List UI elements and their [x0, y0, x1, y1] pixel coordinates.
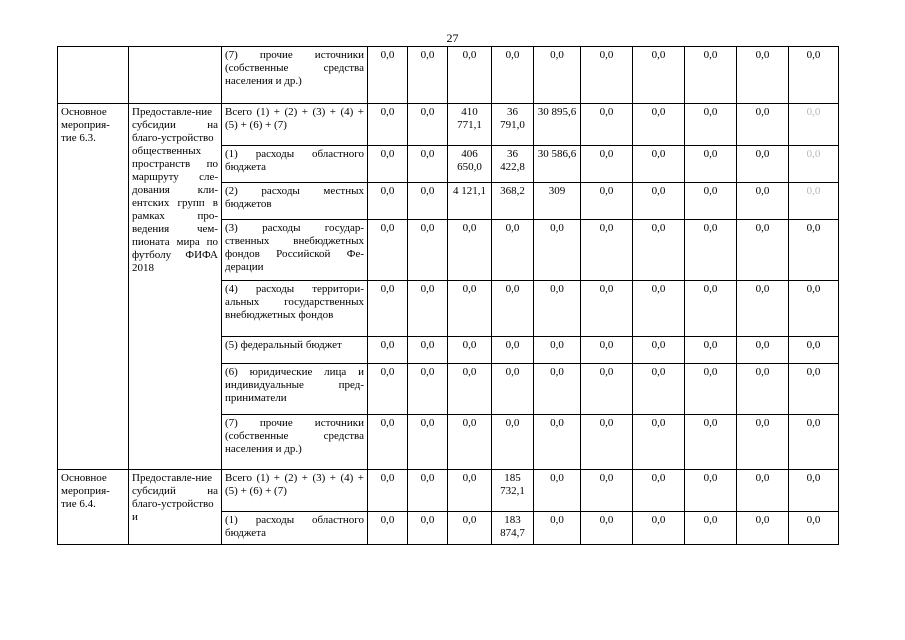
funding-source-cell: (2) расходы местных бюджетов — [222, 183, 368, 220]
value-cell: 0,0 — [737, 220, 789, 281]
value-cell: 0,0 — [492, 364, 534, 415]
value-cell: 0,0 — [368, 470, 408, 512]
value-cell: 0,0 — [737, 364, 789, 415]
value-cell: 0,0 — [408, 47, 448, 104]
value-cell: 0,0 — [633, 104, 685, 146]
value-cell: 0,0 — [685, 415, 737, 470]
value-cell: 30 895,6 — [534, 104, 581, 146]
value-cell: 0,0 — [633, 183, 685, 220]
value-cell: 0,0 — [368, 47, 408, 104]
value-cell: 0,0 — [789, 220, 839, 281]
value-cell: 0,0 — [633, 512, 685, 545]
value-cell: 36 791,0 — [492, 104, 534, 146]
value-cell: 0,0 — [685, 183, 737, 220]
value-cell: 0,0 — [408, 146, 448, 183]
value-cell: 0,0 — [581, 337, 633, 364]
value-cell: 410 771,1 — [448, 104, 492, 146]
value-cell: 0,0 — [368, 337, 408, 364]
value-cell: 0,0 — [408, 415, 448, 470]
funding-source-cell: (5) федеральный бюджет — [222, 337, 368, 364]
value-cell: 183 874,7 — [492, 512, 534, 545]
value-cell: 0,0 — [581, 183, 633, 220]
value-cell: 0,0 — [448, 47, 492, 104]
value-cell: 0,0 — [789, 47, 839, 104]
activity-name-cell — [129, 47, 222, 104]
value-cell: 0,0 — [685, 337, 737, 364]
value-cell: 0,0 — [789, 364, 839, 415]
value-cell: 0,0 — [408, 512, 448, 545]
value-cell: 0,0 — [492, 220, 534, 281]
value-cell: 0,0 — [368, 104, 408, 146]
value-cell: 0,0 — [581, 104, 633, 146]
funding-source-cell: (1) расходы областного бюджета — [222, 146, 368, 183]
value-cell: 0,0 — [581, 470, 633, 512]
value-cell: 0,0 — [633, 220, 685, 281]
value-cell: 0,0 — [737, 183, 789, 220]
value-cell: 0,0 — [408, 104, 448, 146]
value-cell: 0,0 — [581, 281, 633, 337]
table-row — [58, 47, 839, 104]
value-cell: 0,0 — [534, 364, 581, 415]
funding-source-cell: Всего (1) + (2) + (3) + (4) + (5) + (6) + (7) — [222, 470, 368, 512]
value-cell: 0,0 — [685, 281, 737, 337]
activity-name-cell: Предоставле-ние субсидии на благо-устройство общественных пространств по маршруту сле-дования кли-ентских групп в рамках про-ведения чем-пионата мира по футболу ФИФА 2018 — [129, 104, 222, 470]
value-cell: 0,0 — [368, 146, 408, 183]
value-cell: 0,0 — [789, 146, 839, 183]
value-cell: 0,0 — [408, 364, 448, 415]
activity-code-cell: Основное мероприя-тие 6.3. — [58, 104, 129, 470]
value-cell: 0,0 — [685, 364, 737, 415]
value-cell: 0,0 — [685, 512, 737, 545]
value-cell: 30 586,6 — [534, 146, 581, 183]
value-cell: 0,0 — [633, 47, 685, 104]
funding-source-cell: (1) расходы областного бюджета — [222, 512, 368, 545]
value-cell: 0,0 — [789, 512, 839, 545]
value-cell: 0,0 — [448, 281, 492, 337]
value-cell: 36 422,8 — [492, 146, 534, 183]
value-cell: 0,0 — [685, 470, 737, 512]
value-cell: 0,0 — [737, 146, 789, 183]
funding-source-cell: (7) прочие источники (собственные средства населения и др.) — [222, 415, 368, 470]
value-cell: 0,0 — [581, 364, 633, 415]
value-cell: 0,0 — [448, 364, 492, 415]
funding-source-cell: (3) расходы государ-ственных внебюджетных фондов Российской Фе-дерации — [222, 220, 368, 281]
funding-source-cell: Всего (1) + (2) + (3) + (4) + (5) + (6) + (7) — [222, 104, 368, 146]
value-cell: 0,0 — [368, 512, 408, 545]
value-cell: 0,0 — [789, 183, 839, 220]
value-cell: 0,0 — [633, 146, 685, 183]
value-cell: 0,0 — [633, 415, 685, 470]
table-row — [58, 104, 839, 146]
value-cell: 0,0 — [581, 415, 633, 470]
value-cell: 0,0 — [408, 337, 448, 364]
value-cell: 0,0 — [685, 146, 737, 183]
value-cell: 0,0 — [448, 220, 492, 281]
value-cell: 0,0 — [408, 183, 448, 220]
value-cell: 0,0 — [789, 470, 839, 512]
activity-name-cell: Предоставле-ние субсидий на благо-устройство и — [129, 470, 222, 545]
value-cell: 0,0 — [685, 104, 737, 146]
value-cell: 185 732,1 — [492, 470, 534, 512]
value-cell: 0,0 — [368, 183, 408, 220]
value-cell: 0,0 — [581, 512, 633, 545]
value-cell: 0,0 — [368, 281, 408, 337]
value-cell: 406 650,0 — [448, 146, 492, 183]
value-cell: 0,0 — [534, 281, 581, 337]
value-cell: 0,0 — [633, 364, 685, 415]
table-row — [58, 470, 839, 512]
value-cell: 309 — [534, 183, 581, 220]
value-cell: 0,0 — [633, 281, 685, 337]
value-cell: 0,0 — [492, 337, 534, 364]
value-cell: 4 121,1 — [448, 183, 492, 220]
value-cell: 0,0 — [789, 415, 839, 470]
page-number: 27 — [446, 31, 459, 45]
funding-source-cell: (4) расходы территори-альных государственных внебюджетных фондов — [222, 281, 368, 337]
value-cell: 0,0 — [368, 220, 408, 281]
value-cell: 0,0 — [581, 220, 633, 281]
value-cell: 0,0 — [737, 337, 789, 364]
value-cell: 0,0 — [368, 415, 408, 470]
value-cell: 0,0 — [534, 337, 581, 364]
value-cell: 0,0 — [534, 512, 581, 545]
value-cell: 0,0 — [408, 220, 448, 281]
activity-code-cell: Основное мероприя-тие 6.4. — [58, 470, 129, 545]
value-cell: 368,2 — [492, 183, 534, 220]
funding-source-cell: (6) юридические лица и индивидуальные пред-приниматели — [222, 364, 368, 415]
value-cell: 0,0 — [534, 470, 581, 512]
value-cell: 0,0 — [408, 470, 448, 512]
value-cell: 0,0 — [492, 415, 534, 470]
activity-code-cell — [58, 47, 129, 104]
value-cell: 0,0 — [534, 415, 581, 470]
value-cell: 0,0 — [581, 47, 633, 104]
budget-table — [57, 46, 839, 545]
value-cell: 0,0 — [534, 220, 581, 281]
value-cell: 0,0 — [448, 512, 492, 545]
value-cell: 0,0 — [685, 220, 737, 281]
value-cell: 0,0 — [492, 281, 534, 337]
value-cell: 0,0 — [492, 47, 534, 104]
value-cell: 0,0 — [685, 47, 737, 104]
value-cell: 0,0 — [534, 47, 581, 104]
value-cell: 0,0 — [581, 146, 633, 183]
value-cell: 0,0 — [448, 415, 492, 470]
value-cell: 0,0 — [368, 364, 408, 415]
funding-source-cell: (7) прочие источники (собственные средства населения и др.) — [222, 47, 368, 104]
value-cell: 0,0 — [737, 281, 789, 337]
value-cell: 0,0 — [789, 337, 839, 364]
value-cell: 0,0 — [737, 47, 789, 104]
value-cell: 0,0 — [789, 104, 839, 146]
value-cell: 0,0 — [448, 337, 492, 364]
value-cell: 0,0 — [737, 415, 789, 470]
value-cell: 0,0 — [789, 281, 839, 337]
value-cell: 0,0 — [448, 470, 492, 512]
value-cell: 0,0 — [633, 337, 685, 364]
value-cell: 0,0 — [633, 470, 685, 512]
value-cell: 0,0 — [737, 104, 789, 146]
value-cell: 0,0 — [737, 470, 789, 512]
value-cell: 0,0 — [737, 512, 789, 545]
value-cell: 0,0 — [408, 281, 448, 337]
